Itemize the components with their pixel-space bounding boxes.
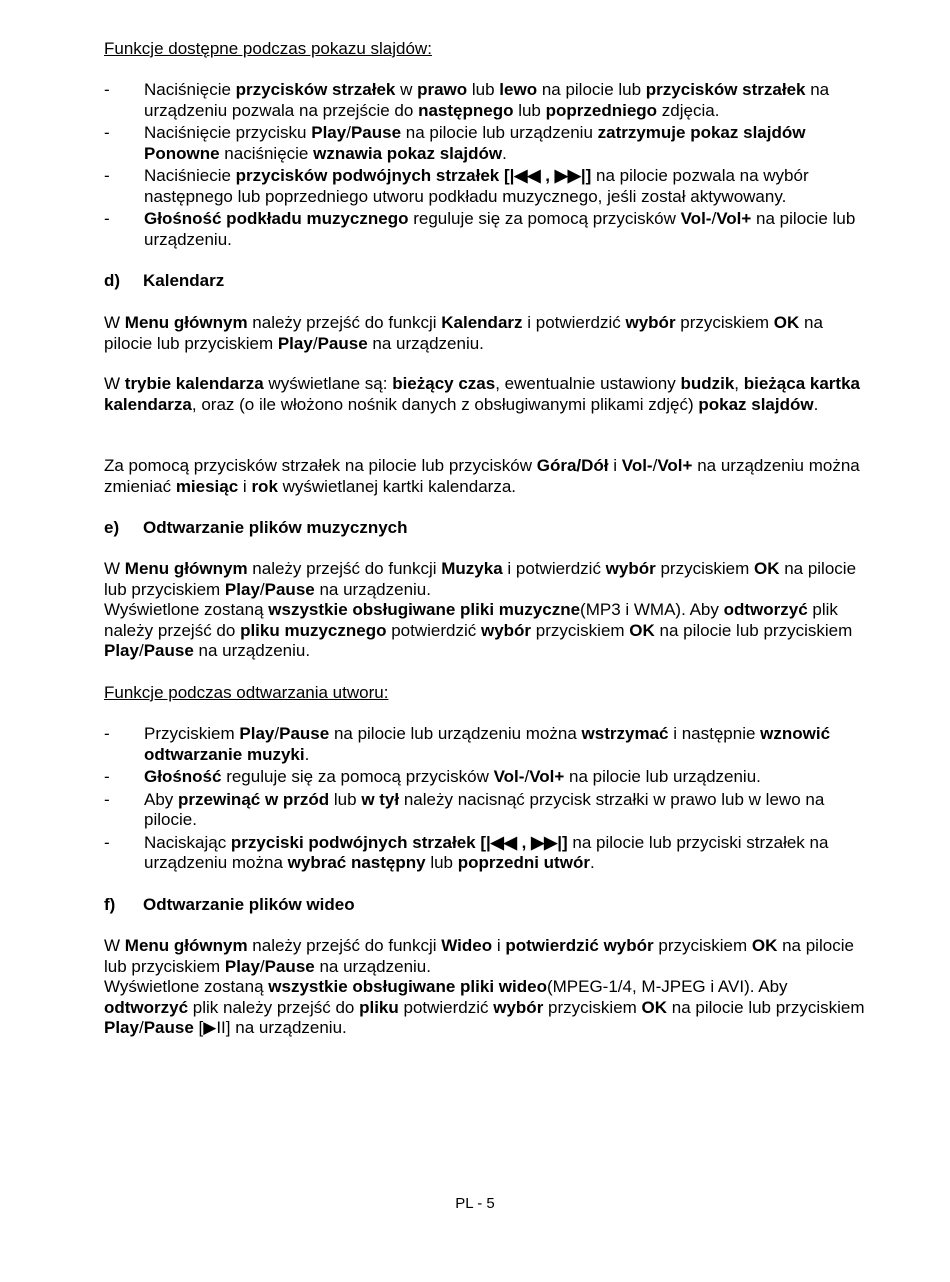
text-run: ,	[734, 374, 744, 393]
bold-text: rok	[251, 476, 278, 496]
text-run: i	[492, 936, 506, 955]
bold-text: wznawia pokaz slajdów	[313, 143, 503, 163]
text-run: .	[813, 394, 819, 414]
bold-text: Play	[224, 579, 260, 599]
text-run: na pilocie lub przyciski strzałek na urządzeniu można	[144, 832, 829, 872]
bold-text: wstrzymać	[581, 724, 669, 743]
text-run: na urządzeniu.	[314, 956, 431, 976]
text-run: W	[104, 313, 125, 332]
bold-text: Pause	[264, 579, 315, 599]
text-run: potwierdzić	[386, 620, 481, 640]
text-run: Wyświetlone zostaną	[104, 600, 269, 619]
text-run: należy przejść do funkcji	[247, 559, 442, 578]
text-run: wyświetlanej kartki kalendarza.	[277, 476, 517, 496]
text-run: .	[502, 143, 507, 163]
bold-text: następnego	[418, 100, 514, 120]
bold-text: Góra/Dół	[536, 456, 609, 475]
bold-text: Vol-	[680, 209, 712, 228]
calendar-paragraph-1	[104, 313, 874, 354]
bold-text: ]	[585, 166, 592, 185]
text-run: na pilocie pozwala na wybór następnego lub poprzedniego utworu podkładu muzycznego, jeśli został aktywowany.	[144, 166, 809, 206]
text-run: przyciskiem	[543, 997, 642, 1017]
bold-text: potwierdzić wybór	[505, 936, 654, 955]
bold-text: OK	[751, 936, 778, 955]
section-letter: d)	[104, 271, 121, 290]
text-run: i następnie	[668, 724, 761, 743]
bold-text: OK	[753, 559, 780, 578]
text-run: na pilocie lub przyciskiem	[104, 313, 823, 353]
bold-text: prawo	[417, 80, 468, 99]
list-item	[104, 166, 870, 207]
list-bullet: -	[104, 789, 110, 809]
text-run: na pilocie lub	[537, 80, 646, 99]
bold-text: przycisków strzałek	[645, 80, 806, 99]
text-run: na pilocie lub przyciskiem	[104, 936, 854, 976]
text-run: (MPEG-1/4, M-JPEG i AVI). Aby	[546, 977, 788, 996]
bold-text: Menu głównym	[124, 936, 248, 955]
text-run: plik należy przejść do	[104, 600, 838, 640]
calendar-paragraph-2	[104, 374, 874, 415]
bold-text: wszystkie obsługiwane pliki muzyczne	[268, 600, 581, 619]
bold-text: miesiąc	[175, 476, 239, 496]
text-run: (MP3 i WMA). Aby	[580, 600, 724, 619]
text-run: na pilocie lub urządzeniu	[401, 123, 598, 142]
list-bullet: -	[104, 832, 110, 852]
bold-text: Play	[239, 724, 275, 743]
text-run: i	[608, 456, 622, 475]
text-run: na urządzeniu można zmieniać	[104, 456, 860, 496]
text-run: na urządzeniu.	[193, 641, 311, 660]
list-bullet: -	[104, 209, 110, 228]
bold-text: Pause	[264, 956, 315, 976]
section-d-heading	[104, 271, 224, 292]
bold-text: OK	[773, 313, 800, 332]
bold-text: poprzedni utwór	[457, 853, 590, 872]
text-run: przyciskiem	[675, 313, 774, 332]
text-run: na pilocie lub przyciskiem	[667, 997, 865, 1017]
bold-text: Głośność podkładu muzycznego	[144, 209, 409, 228]
text-run: lub	[467, 80, 500, 99]
list-bullet: -	[104, 724, 110, 743]
text-run: należy przejść do funkcji	[247, 936, 442, 955]
bold-text: Kalendarz	[441, 313, 523, 332]
bold-text: bieżący czas	[392, 374, 496, 393]
text-run: /	[524, 767, 530, 786]
bold-text: Pause	[143, 641, 194, 660]
bold-text: Vol-	[621, 456, 653, 475]
slideshow-functions-list	[104, 80, 870, 250]
text-run: na urządzeniu.	[367, 333, 484, 353]
bold-text: Pause	[143, 1018, 194, 1037]
text-run: /	[346, 123, 351, 142]
bold-text: przyciski podwójnych strzałek [	[230, 832, 486, 852]
bold-text: Ponowne	[144, 143, 220, 163]
list-item	[104, 767, 870, 788]
text-run: /	[312, 333, 318, 353]
section-letter: e)	[104, 518, 120, 537]
text-run: przyciskiem	[531, 620, 630, 640]
text-run: na pilocie lub przyciskiem	[104, 559, 857, 599]
text-run: W	[104, 374, 125, 393]
list-bullet: -	[104, 80, 110, 99]
text-run: na urządzeniu pozwala na przejście do	[144, 80, 830, 120]
text-run: /	[138, 641, 144, 660]
playback-functions-heading: Funkcje podczas odtwarzania utworu:	[104, 683, 389, 702]
bold-text: budzik	[680, 374, 735, 393]
bold-text: Wideo	[441, 936, 493, 955]
text-run: przyciskiem	[655, 559, 754, 578]
text-run: należy przejść do funkcji	[247, 313, 442, 332]
bold-text: odtworzyć	[723, 600, 808, 619]
bold-text: Play	[277, 333, 313, 353]
text-run: Naciśniecie	[144, 166, 236, 185]
slideshow-functions-heading: Funkcje dostępne podczas pokazu slajdów:	[104, 39, 432, 58]
bold-text: poprzedniego	[545, 100, 658, 120]
section-title: Odtwarzanie plików wideo	[143, 895, 355, 914]
video-paragraph	[104, 936, 874, 1039]
text-run: na pilocie lub przyciskiem	[654, 620, 853, 640]
text-run: /	[259, 956, 265, 976]
list-item	[104, 123, 870, 164]
section-title: Odtwarzanie plików muzycznych	[143, 518, 408, 537]
text-run: zdjęcia.	[657, 100, 720, 120]
text-run: W	[104, 936, 125, 955]
text-run: naciśnięcie	[219, 143, 314, 163]
bold-text: Vol+	[657, 456, 693, 475]
bold-text: wybór	[480, 620, 532, 640]
text-run: lub	[513, 100, 546, 120]
calendar-paragraph-3	[104, 456, 874, 497]
bold-text: pokaz slajdów	[698, 394, 814, 414]
bold-text: OK	[641, 997, 668, 1017]
bold-text: Pause	[317, 333, 368, 353]
bold-text: Menu głównym	[124, 313, 248, 332]
bold-text: w tył	[361, 789, 400, 809]
bold-text: Play	[104, 641, 139, 660]
bold-text: lewo	[499, 80, 538, 99]
bold-text: Muzyka	[441, 559, 503, 578]
bold-text: OK	[629, 620, 655, 640]
bold-text: przewinąć w przód	[178, 789, 330, 809]
text-run: i	[238, 476, 252, 496]
text-run: na urządzeniu.	[230, 1018, 347, 1037]
bold-text: pliku	[359, 997, 399, 1017]
bold-text: przycisków strzałek	[235, 80, 396, 99]
list-bullet: -	[104, 767, 110, 786]
bold-text: ]	[561, 832, 568, 852]
bold-text: |◀◀ , ▶▶|	[486, 832, 562, 852]
page-number: PL - 5	[455, 1195, 495, 1212]
bold-text: Vol-	[493, 767, 525, 786]
music-paragraph	[104, 559, 874, 662]
text-run: Naciskając	[144, 832, 231, 852]
bold-text: wybrać następny	[287, 853, 426, 872]
text-run: [▶II]	[193, 1018, 231, 1037]
list-item	[104, 724, 870, 765]
bold-text: bieżąca kartka kalendarza	[104, 374, 860, 414]
text-run: /	[259, 579, 265, 599]
list-item	[104, 80, 870, 121]
text-run: , oraz (o ile włożono nośnik danych z obsługiwanymi plikami zdjęć)	[191, 394, 699, 414]
bold-text: Vol+	[716, 209, 752, 228]
bold-text: wybór	[625, 313, 676, 332]
text-run: wyświetlane są:	[263, 374, 393, 393]
text-run: .	[304, 744, 310, 764]
bold-text: przycisków podwójnych strzałek [	[235, 166, 510, 185]
list-item	[104, 833, 870, 874]
bold-text: Pause	[350, 123, 402, 142]
section-title: Kalendarz	[143, 271, 225, 290]
text-run: Aby	[144, 789, 179, 809]
section-letter: f)	[104, 895, 116, 914]
text-run: lub	[329, 789, 362, 809]
text-run: W	[104, 559, 125, 578]
text-run: na urządzeniu.	[314, 579, 431, 599]
list-bullet: -	[104, 123, 110, 142]
bold-text: |◀◀ , ▶▶|	[509, 166, 586, 185]
bold-text: odtworzyć	[104, 997, 189, 1017]
section-f-heading	[104, 895, 355, 916]
list-bullet: -	[104, 166, 110, 185]
text-run: /	[652, 456, 658, 475]
bold-text: Głośność	[144, 767, 222, 786]
text-run: Przyciskiem	[144, 724, 240, 743]
bold-text: wybór	[493, 997, 544, 1017]
text-run: Za pomocą przycisków strzałek na pilocie lub przycisków	[104, 456, 537, 475]
text-run: /	[138, 1018, 144, 1037]
text-run: reguluje się za pomocą przycisków	[408, 209, 681, 228]
section-e-heading	[104, 518, 408, 539]
text-run: przyciskiem	[653, 936, 752, 955]
text-run: Naciśnięcie przycisku	[144, 123, 312, 142]
text-run: /	[274, 724, 280, 743]
playback-functions-list	[104, 724, 870, 874]
text-run: , ewentualnie ustawiony	[495, 374, 681, 393]
bold-text: Play	[224, 956, 260, 976]
text-run: w	[395, 80, 418, 99]
bold-text: wznowić odtwarzanie muzyki	[144, 724, 831, 764]
text-run: Naciśnięcie	[144, 80, 236, 99]
text-run: i potwierdzić	[522, 313, 626, 332]
text-run: i potwierdzić	[502, 559, 606, 578]
list-item	[104, 209, 870, 250]
bold-text: Play	[104, 1018, 139, 1037]
text-run: na pilocie lub urządzeniu można	[329, 724, 582, 743]
text-run: .	[589, 853, 595, 872]
text-run: /	[711, 209, 717, 228]
text-run: na pilocie lub urządzeniu.	[144, 209, 856, 249]
text-run: plik należy przejść do	[188, 997, 360, 1017]
bold-text: wybór	[605, 559, 656, 578]
text-run: należy nacisnąć przycisk strzałki w prawo lub w lewo na pilocie.	[144, 789, 825, 829]
bold-text: pliku muzycznego	[240, 620, 387, 640]
bold-text: Play	[311, 123, 347, 142]
bold-text: Menu głównym	[124, 559, 248, 578]
bold-text: zatrzymuje pokaz slajdów	[597, 123, 806, 142]
text-run: na pilocie lub urządzeniu.	[564, 767, 761, 786]
text-run: reguluje się za pomocą przycisków	[221, 767, 494, 786]
bold-text: Pause	[279, 724, 330, 743]
bold-text: wszystkie obsługiwane pliki wideo	[268, 977, 547, 996]
text-run: lub	[425, 853, 458, 872]
text-run: potwierdzić	[398, 997, 494, 1017]
bold-text: trybie kalendarza	[124, 374, 264, 393]
list-item	[104, 790, 870, 831]
bold-text: Vol+	[529, 767, 565, 786]
text-run: Wyświetlone zostaną	[104, 977, 269, 996]
